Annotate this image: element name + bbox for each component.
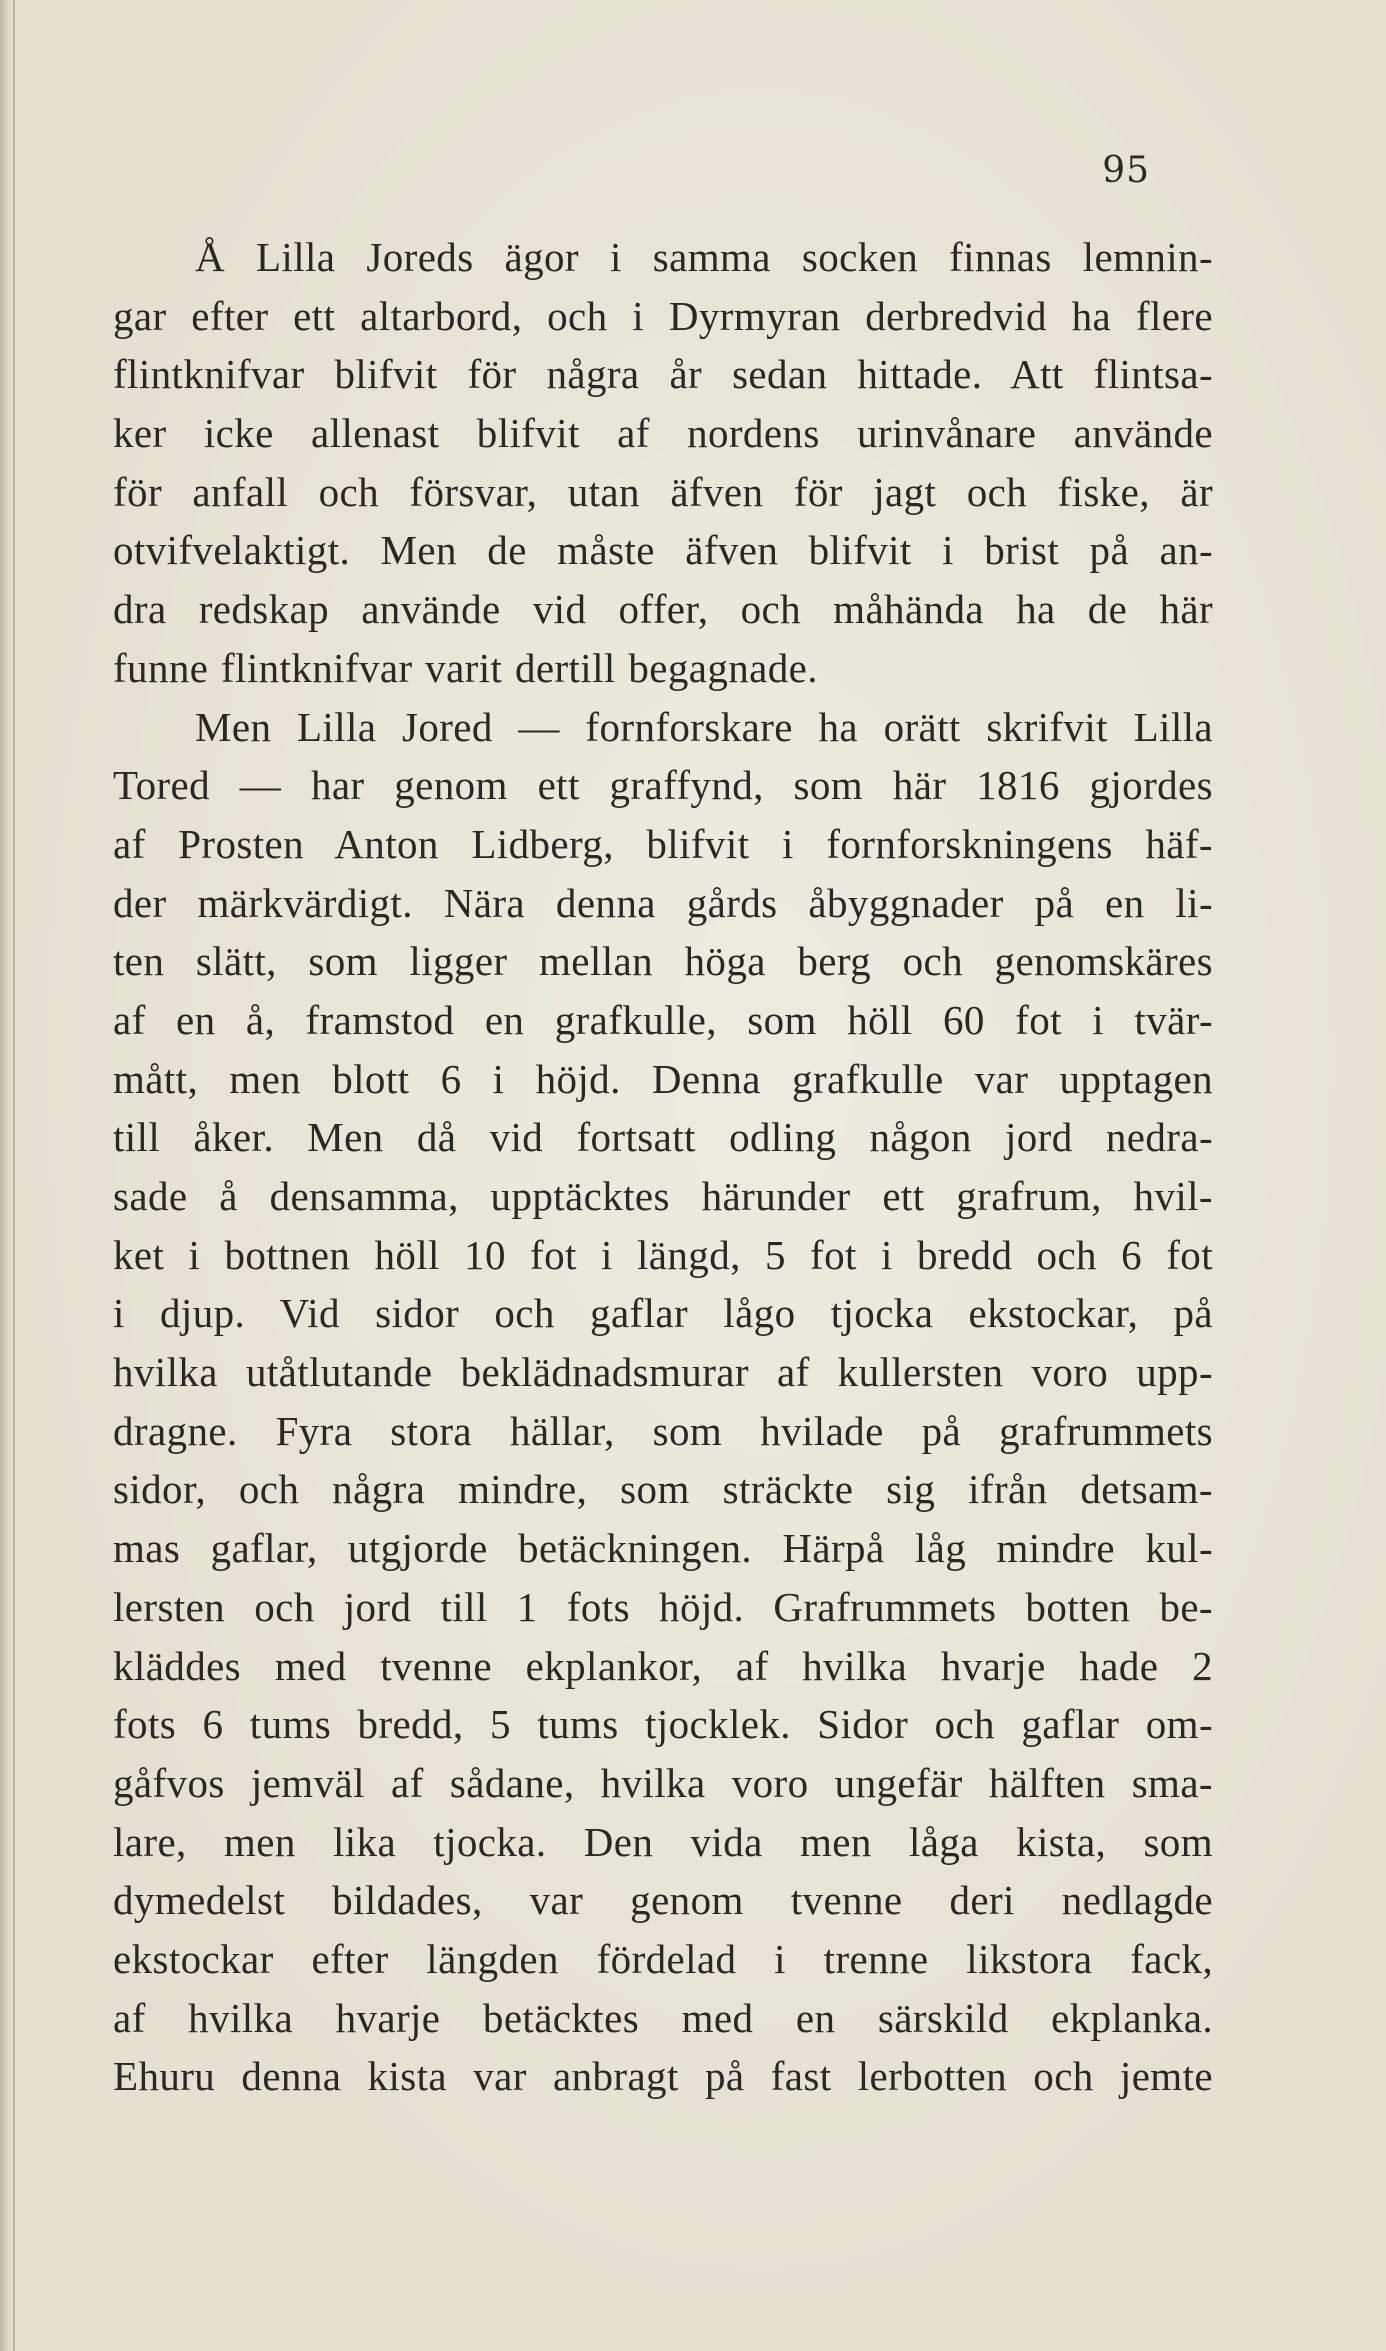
text-line: Men Lilla Jored — fornforskare ha orätt skrifvit Lilla [195,703,1213,750]
text-line: ekstockar efter längden fördelad i trenne likstora fack, [113,1935,1213,1982]
text-line: flintknifvar blifvit för några år sedan hittade. Att flintsa- [113,351,1213,398]
text-line: ket i bottnen höll 10 fot i längd, 5 fot i bredd och 6 fot [113,1231,1213,1278]
text-line: af en å, framstod en grafkulle, som höll 60 fot i tvär- [113,996,1213,1043]
text-line: mas gaflar, utgjorde betäckningen. Härpå låg mindre kul- [113,1525,1213,1572]
page-binding-line [13,0,15,2351]
text-line: Tored — har genom ett graffynd, som här 1816 gjordes [113,762,1213,809]
text-line: af Prosten Anton Lidberg, blifvit i fornforskningens häf- [113,820,1213,867]
text-line: dragne. Fyra stora hällar, som hvilade på grafrummets [113,1407,1213,1454]
text-line: gar efter ett altarbord, och i Dyrmyran derbredvid ha flere [113,292,1213,339]
text-line: ker icke allenast blifvit af nordens urinvånare använde [113,410,1213,457]
text-line: otvifvelaktigt. Men de måste äfven blifvit i brist på an- [113,527,1213,574]
body-text [113,228,1213,2106]
text-line: lare, men lika tjocka. Den vida men låga kista, som [113,1818,1213,1865]
text-line: kläddes med tvenne ekplankor, af hvilka hvarje hade 2 [113,1642,1213,1689]
text-line: i djup. Vid sidor och gaflar lågo tjocka ekstockar, på [113,1290,1213,1337]
text-line: fots 6 tums bredd, 5 tums tjocklek. Sidor och gaflar om- [113,1701,1213,1748]
text-line: funne flintknifvar varit dertill begagnade. [113,644,818,691]
text-line: för anfall och försvar, utan äfven för jagt och fiske, är [113,468,1213,515]
text-line: mått, men blott 6 i höjd. Denna grafkulle var upptagen [113,1055,1213,1102]
text-line: gåfvos jemväl af sådane, hvilka voro ungefär hälften sma- [113,1759,1213,1806]
text-line: hvilka utåtlutande beklädnadsmurar af kullersten voro upp- [113,1349,1213,1396]
text-line: ten slätt, som ligger mellan höga berg och genomskäres [113,938,1213,985]
page-binding-edge [0,0,14,2351]
text-line: dra redskap använde vid offer, och måhända ha de här [113,586,1213,633]
text-line: lersten och jord till 1 fots höjd. Grafrummets botten be- [113,1583,1213,1630]
page-number: 95 [1102,150,1150,191]
text-line: Ehuru denna kista var anbragt på fast lerbotten och jemte [113,2053,1213,2100]
text-line: der märkvärdigt. Nära denna gårds åbyggnader på en li- [113,879,1213,926]
text-line: af hvilka hvarje betäcktes med en särskild ekplanka. [113,1994,1213,2041]
text-line: sidor, och några mindre, som sträckte sig ifrån detsam- [113,1466,1213,1513]
text-line: dymedelst bildades, var genom tvenne deri nedlagde [113,1877,1213,1924]
text-line: till åker. Men då vid fortsatt odling någon jord nedra- [113,1114,1213,1161]
text-line: sade å densamma, upptäcktes härunder ett grafrum, hvil- [113,1173,1213,1219]
text-line: Å Lilla Joreds ägor i samma socken finnas lemnin- [195,234,1213,280]
